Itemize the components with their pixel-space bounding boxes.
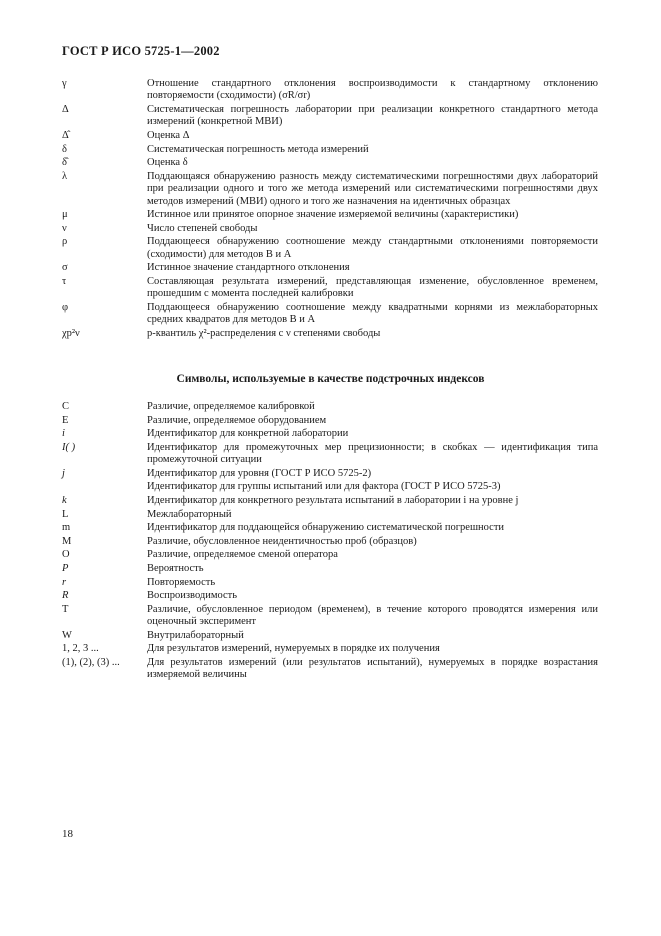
symbol-description: Различие, определяемое сменой оператора: [147, 549, 338, 561]
symbol: χp²ν: [62, 327, 80, 339]
symbol: j: [62, 467, 65, 479]
symbol-description: Внутрилабораторный: [147, 629, 244, 641]
symbol: ν: [62, 222, 67, 234]
symbol: δ: [62, 143, 67, 155]
symbol: i: [62, 428, 65, 440]
symbol-description: Идентификатор для уровня (ГОСТ Р ИСО 5725-2): [147, 467, 372, 479]
symbol-description: Идентификатор для конкретной лаборатории: [147, 428, 349, 440]
symbol-description: Отношение стандартного отклонения воспроизводимости к стандартному отклонению повторяемости (сходимости) (σR/σr): [147, 78, 598, 102]
definition-row: [62, 209, 598, 221]
symbol: M: [62, 535, 72, 547]
definition-row: [62, 104, 598, 129]
symbol: δ̂: [62, 157, 67, 169]
symbol-description: Идентификатор для промежуточных мер прецизионности; в скобках — идентификация типа промежуточной ситуации: [147, 441, 598, 466]
section-title: Символы, используемые в качестве подстрочных индексов: [176, 373, 485, 385]
definition-row: [62, 157, 598, 169]
symbol-description: Вероятность: [147, 562, 204, 574]
definition-row: [62, 276, 598, 301]
definition-row: [62, 563, 598, 575]
symbol: T: [62, 603, 69, 615]
symbol-description: Различие, определяемое оборудованием: [147, 414, 327, 426]
definition-row: [62, 144, 598, 156]
symbol: m: [62, 522, 71, 534]
definition-row: [62, 495, 598, 507]
symbol: I( ): [62, 441, 76, 453]
definition-row: [62, 549, 598, 561]
definition-row: [62, 401, 598, 413]
definition-row: [62, 328, 598, 340]
symbol: τ: [62, 275, 67, 287]
definition-row: [62, 536, 598, 548]
definition-row: [62, 522, 598, 534]
definition-row: [62, 604, 598, 629]
symbol-description: Поддающееся обнаружению соотношение между квадратными корнями из межлабораторных средних квадратов для методов В и А: [147, 301, 598, 326]
symbol: σ: [62, 262, 68, 274]
symbol-description: Систематическая погрешность метода измерений: [147, 143, 369, 155]
definition-row: [62, 509, 598, 521]
symbol-description: Число степеней свободы: [147, 222, 258, 234]
symbol-description: Различие, определяемое калибровкой: [147, 401, 315, 412]
symbol-description: Различие, обусловленное неидентичностью проб (образцов): [147, 535, 417, 547]
definition-row: [62, 442, 598, 467]
symbol-description: Для результатов измерений, нумеруемых в порядке их получения: [147, 643, 440, 655]
definition-row: [62, 236, 598, 261]
symbol: W: [62, 629, 72, 641]
symbol: μ: [62, 209, 68, 221]
symbol: k: [62, 494, 67, 506]
definition-row: [62, 577, 598, 589]
definition-row: [62, 428, 598, 440]
symbol: ρ: [62, 236, 68, 248]
definition-row: [62, 643, 598, 655]
symbol-description: Составляющая результата измерений, представляющая изменение, обусловленное временем, прошедшим с момента последней калибровки: [147, 275, 598, 300]
symbol: r: [62, 576, 67, 588]
symbol-description: Для результатов измерений (или результатов испытаний), нумеруемых в порядке возрастания измеряемой величины: [147, 656, 598, 681]
symbol: γ: [62, 78, 67, 89]
definition-row: [62, 657, 598, 682]
symbol: P: [62, 562, 69, 574]
definition-row: [62, 262, 598, 274]
definition-row: [62, 415, 598, 427]
page-header: ГОСТ Р ИСО 5725-1—2002: [62, 44, 220, 58]
symbol-description: Оценка δ: [147, 157, 188, 169]
symbol-description: Идентификатор для группы испытаний или для фактора (ГОСТ Р ИСО 5725-3): [147, 481, 501, 493]
definition-row: [62, 302, 598, 327]
definition-row: [62, 223, 598, 235]
symbol-description: Воспроизводимость: [147, 590, 238, 602]
symbol-description: Различие, обусловленное периодом (временем), в течение которого проводятся измерения или оценочный эксперимент: [147, 603, 598, 628]
symbol-description: Оценка Δ: [147, 130, 190, 141]
symbol-description: p-квантиль χ²-распределения с ν степенями свободы: [147, 327, 381, 339]
symbol-description: Истинное значение стандартного отклонения: [147, 262, 350, 274]
definition-row: [62, 481, 598, 493]
symbol: λ: [62, 170, 68, 182]
symbol: Δ: [62, 104, 69, 115]
symbol: R: [62, 590, 69, 602]
symbol: L: [62, 508, 69, 520]
symbol-description: Повторяемость: [147, 576, 216, 588]
symbol: φ: [62, 301, 69, 313]
definition-row: [62, 590, 598, 602]
definition-row: [62, 130, 598, 142]
symbol-description: Истинное или принятое опорное значение измеряемой величины (характеристики): [147, 209, 519, 221]
definition-row: [62, 78, 598, 103]
symbol: O: [62, 549, 70, 561]
symbol: (1), (2), (3) ...: [62, 656, 120, 668]
symbol: Δ̂: [62, 130, 69, 141]
subscripts-table: [62, 401, 598, 683]
symbols-table: [62, 78, 598, 342]
definition-row: [62, 630, 598, 642]
symbol: C: [62, 401, 70, 412]
symbol-description: Идентификатор для конкретного результата испытаний в лаборатории i на уровне j: [147, 494, 519, 506]
symbol: 1, 2, 3 ...: [62, 643, 99, 655]
symbol-description: Поддающаяся обнаружению разность между систематическими погрешностями двух лабораторий при реализации одного и того же метода измерений или систематическими погрешностями двух методов измерений (МВИ) одного и того же назначения на идентичных образцах: [147, 170, 598, 207]
definition-row: [62, 468, 598, 480]
symbol: E: [62, 414, 69, 426]
page-number: 18: [62, 828, 73, 840]
symbol-description: Поддающееся обнаружению соотношение между стандартными отклонениями повторяемости (сходимости) для методов В и А: [147, 236, 598, 260]
definition-row: [62, 171, 598, 208]
symbol-description: Идентификатор для поддающейся обнаружению систематической погрешности: [147, 522, 505, 534]
symbol-description: Систематическая погрешность лаборатории при реализации конкретного стандартного метода измерений (конкретной МВИ): [147, 104, 598, 128]
symbol-description: Межлабораторный: [147, 508, 232, 520]
